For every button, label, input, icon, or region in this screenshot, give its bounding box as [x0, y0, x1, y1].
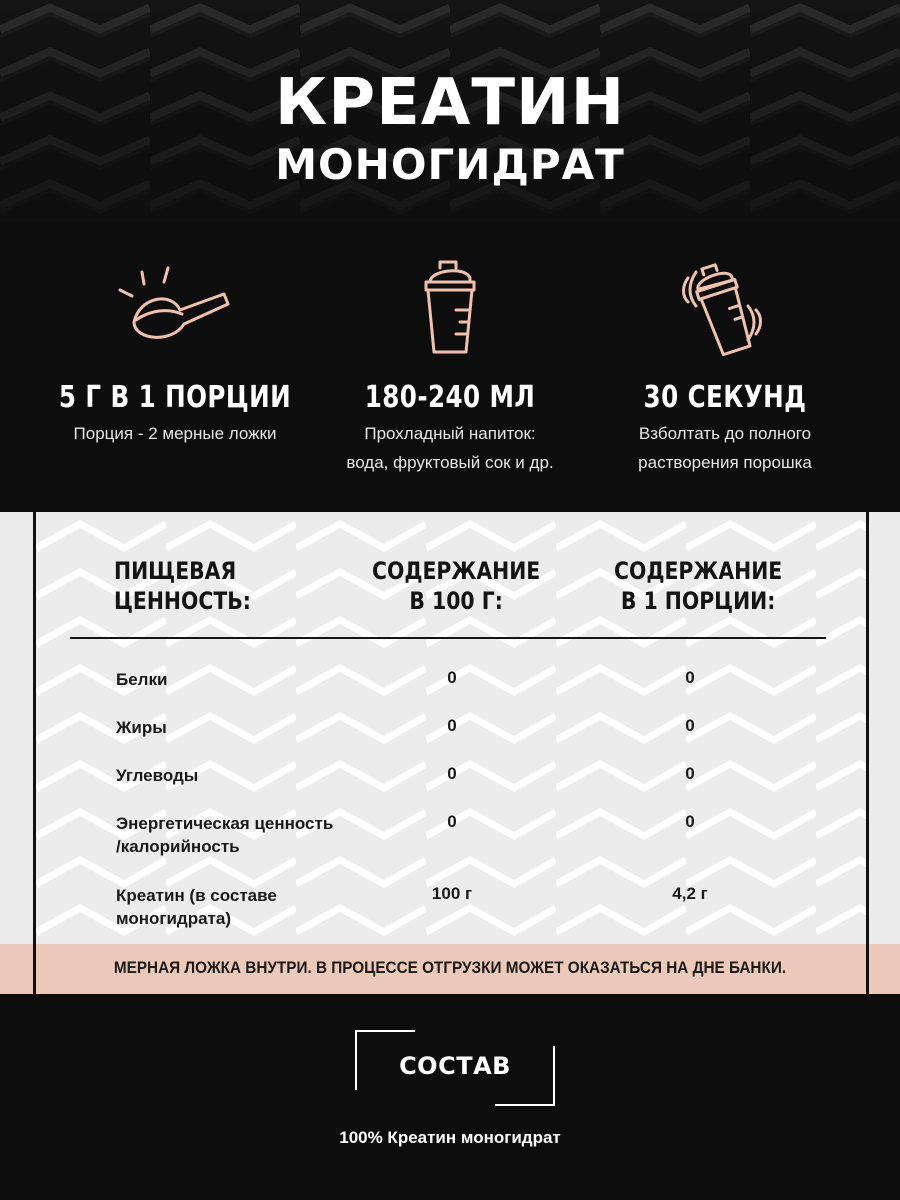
row-value-100g: 0 [447, 668, 457, 687]
row-value-100g: 0 [447, 764, 457, 783]
scoop-icon [110, 256, 240, 366]
card-frame-left [0, 512, 36, 994]
header-nutrition: ПИЩЕВАЯ ЦЕННОСТЬ: [114, 557, 251, 615]
product-subtitle: МОНОГИДРАТ [275, 140, 625, 189]
card-frame-right [866, 512, 900, 994]
feature-text: Порция - 2 мерные ложки [73, 424, 277, 443]
row-label: Белки [116, 670, 168, 689]
nutrition-table [36, 512, 866, 994]
row-label: Креатин (в составе моногидрата) [116, 886, 277, 928]
row-value-100g: 0 [447, 716, 457, 735]
hero-header [0, 0, 900, 222]
product-title: КРЕАТИН [274, 66, 626, 140]
feature-heading: 5 Г В 1 ПОРЦИИ [58, 380, 292, 415]
row-label: Энергетическая ценность /калорийность [116, 814, 334, 856]
scoop-notice-text: МЕРНАЯ ЛОЖКА ВНУТРИ. В ПРОЦЕССЕ ОТГРУЗКИ МОЖЕТ ОКАЗАТЬСЯ НА ДНЕ БАНКИ. [113, 958, 787, 977]
notice-border-right [866, 944, 869, 994]
header-divider [70, 637, 826, 639]
row-value-100g: 100 г [431, 884, 473, 903]
row-value-serving: 0 [685, 812, 695, 831]
corner-bottom-right [495, 1104, 555, 1106]
notice-border-left [33, 944, 36, 994]
composition-title: СОСТАВ [399, 1052, 511, 1080]
shaking-shaker-icon [670, 256, 780, 366]
composition-heading-box [355, 1030, 555, 1106]
row-value-serving: 0 [685, 668, 695, 687]
feature-text: Прохладный напиток: [364, 424, 536, 443]
row-value-100g: 0 [447, 812, 457, 831]
row-label: Углеводы [116, 766, 199, 785]
feature-heading: 180-240 МЛ [364, 380, 536, 415]
feature-text: растворения порошка [638, 453, 812, 472]
feature-text: вода, фруктовый сок и др. [346, 453, 554, 472]
row-value-serving: 0 [685, 764, 695, 783]
row-value-serving: 0 [685, 716, 695, 735]
feature-heading: 30 СЕКУНД [643, 380, 807, 415]
row-value-serving: 4,2 г [672, 884, 708, 903]
shaker-icon [410, 256, 490, 366]
usage-info-section [0, 222, 900, 512]
composition-text: 100% Креатин моногидрат [339, 1128, 561, 1147]
corner-top-left [355, 1030, 415, 1032]
header-per-100g: СОДЕРЖАНИЕ В 100 Г: [372, 557, 541, 615]
scoop-notice-bar [0, 944, 900, 994]
feature-text: Взболтать до полного [638, 424, 812, 443]
row-label: Жиры [116, 718, 167, 737]
header-per-serving: СОДЕРЖАНИЕ В 1 ПОРЦИИ: [614, 557, 783, 615]
